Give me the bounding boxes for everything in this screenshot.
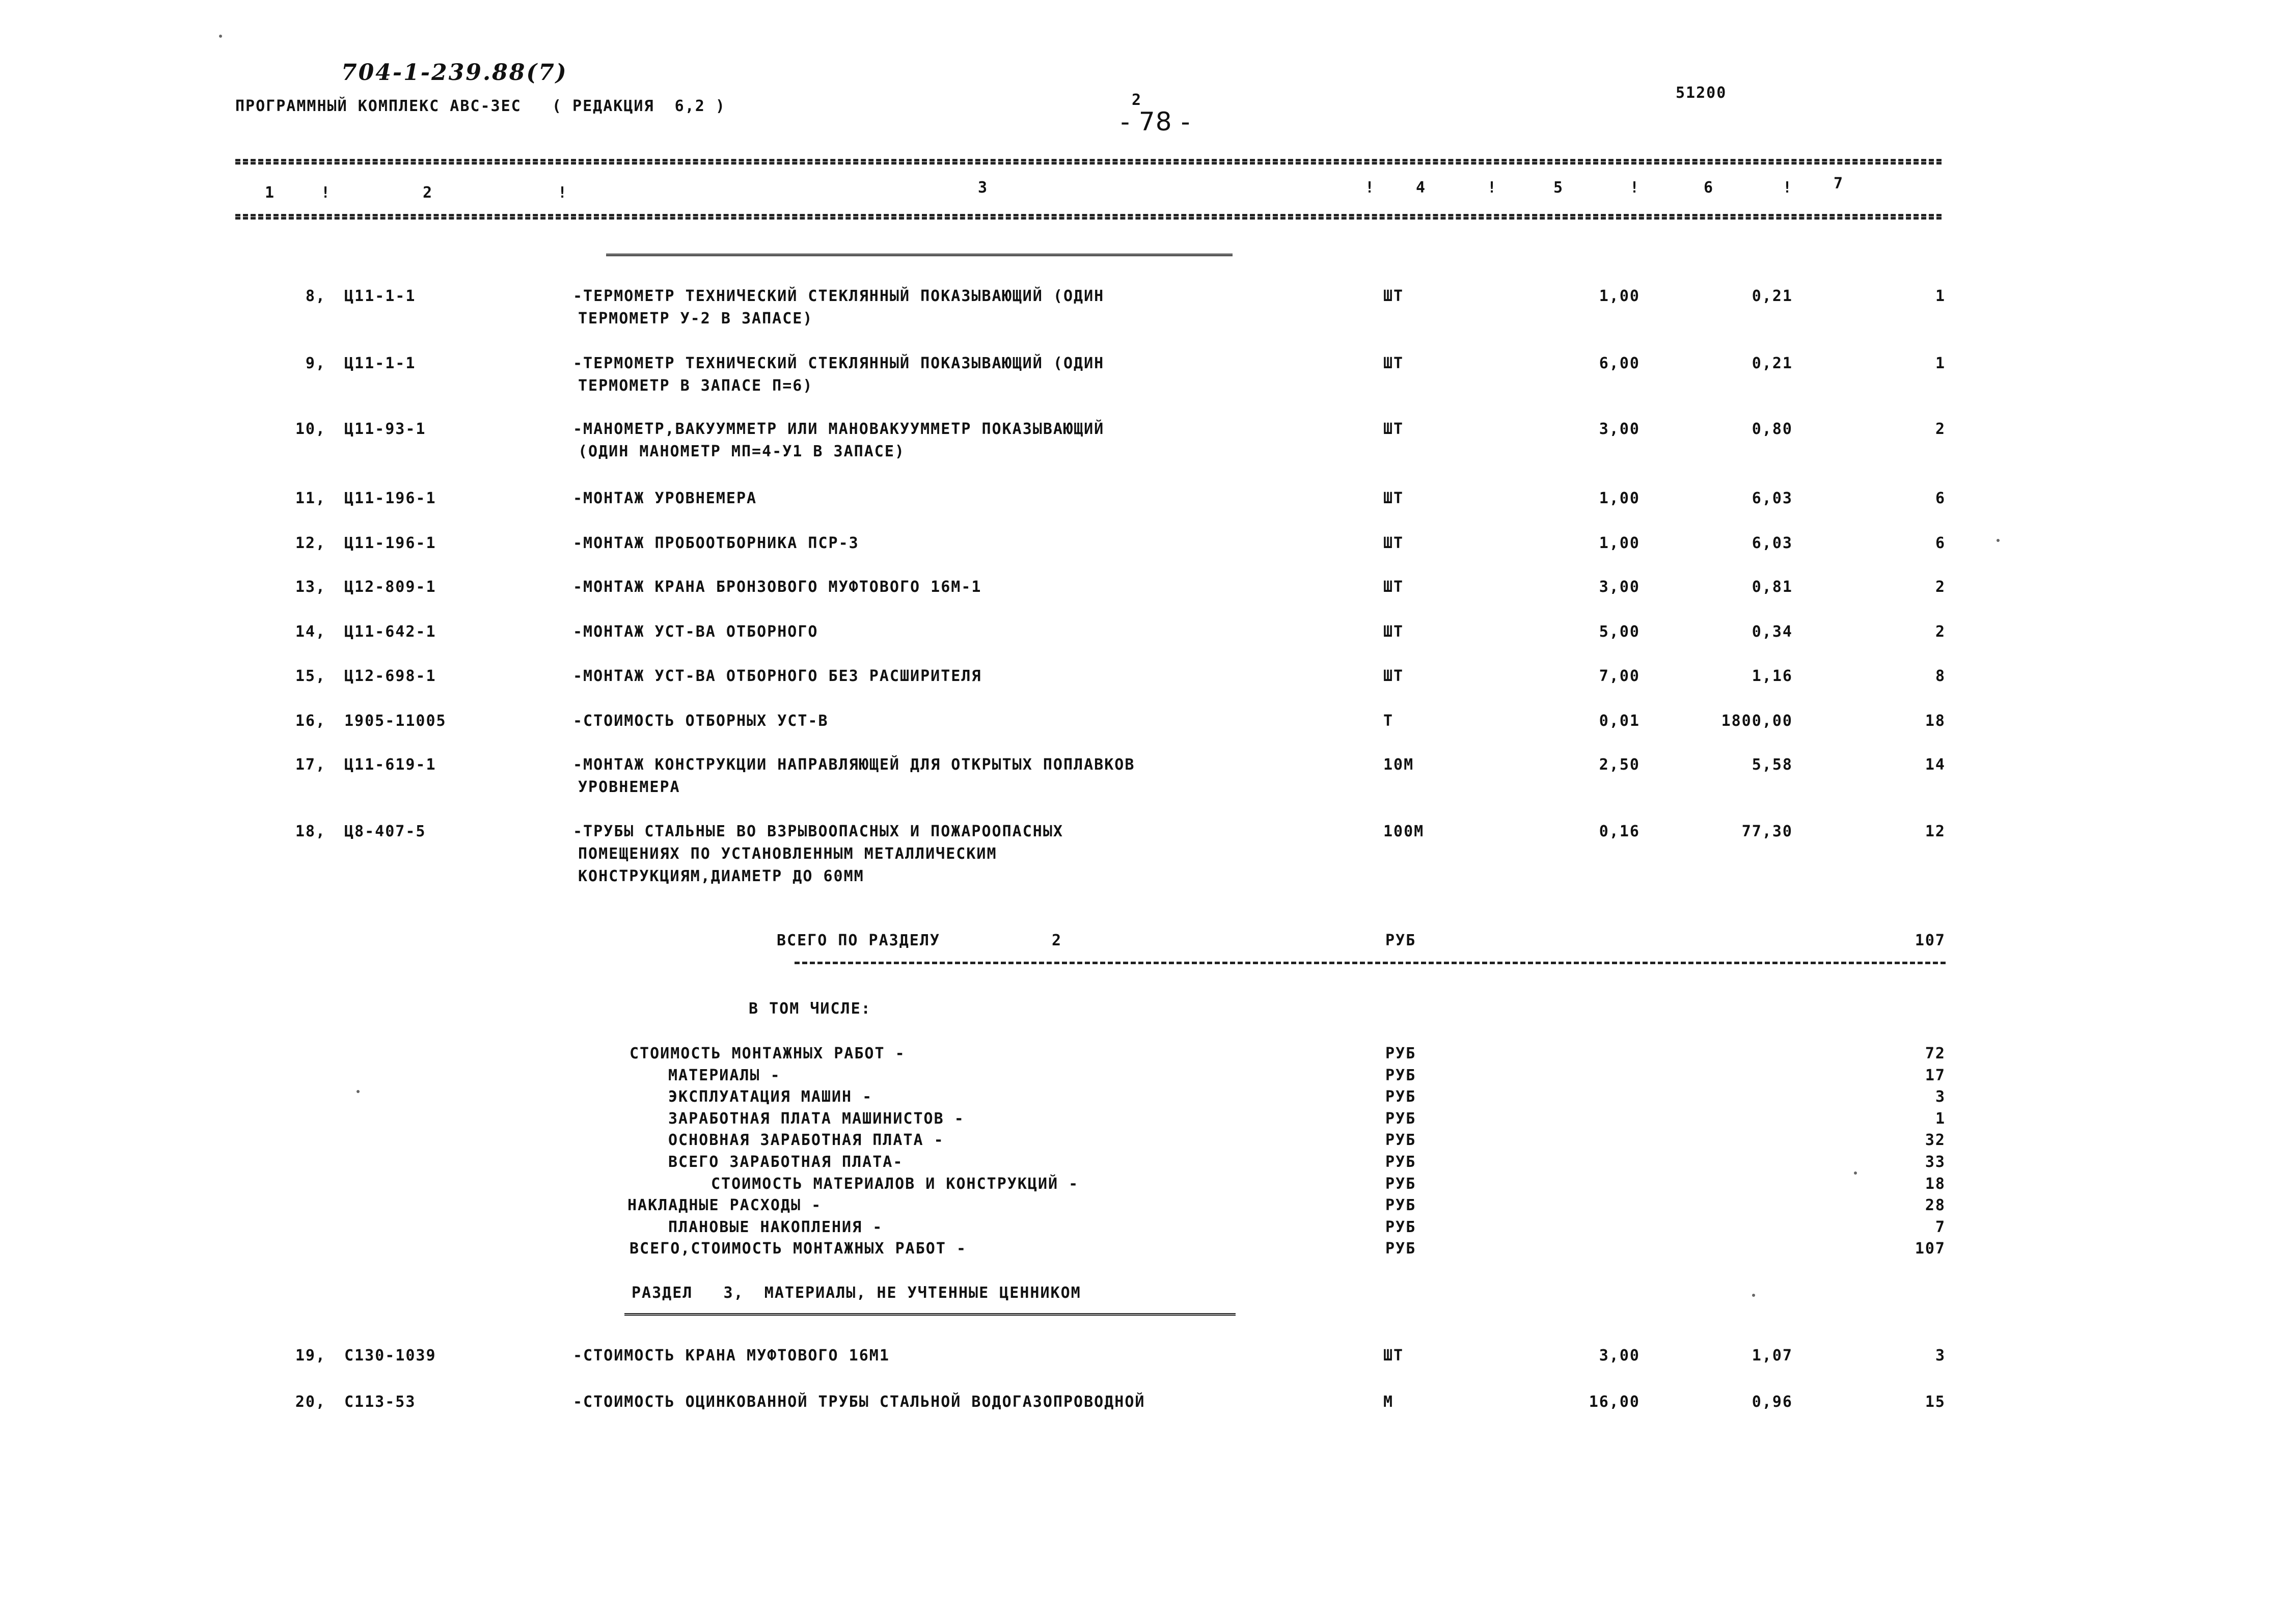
scan-speck [357, 1090, 360, 1093]
row-price: 1800,00 [1721, 712, 1793, 730]
row-description-line: -МОНТАЖ КРАНА БРОНЗОВОГО МУФТОВОГО 16М-1 [573, 578, 982, 596]
row-description-line: -СТОИМОСТЬ ОТБОРНЫХ УСТ-В [573, 712, 829, 730]
breakdown-value: 3 [1935, 1088, 1946, 1106]
scan-speck [1997, 539, 2000, 542]
row-code: 1905-11005 [344, 712, 447, 730]
col-header-2: 2 [423, 184, 433, 202]
row-quantity: 2,50 [1599, 756, 1640, 774]
row-description-line: -МОНТАЖ УРОВНЕМЕРА [573, 489, 757, 507]
row-total: 2 [1935, 623, 1946, 641]
breakdown-value: 7 [1935, 1218, 1946, 1236]
section-total-value: 107 [1915, 932, 1946, 949]
breakdown-unit: РУБ [1385, 1088, 1416, 1106]
row-total: 15 [1925, 1393, 1946, 1411]
row-description-line: УРОВНЕМЕРА [578, 778, 680, 796]
row-description-line: -СТОИМОСТЬ КРАНА МУФТОВОГО 16М1 [573, 1347, 890, 1365]
breakdown-label: ВСЕГО,СТОИМОСТЬ МОНТАЖНЫХ РАБОТ - [630, 1240, 967, 1258]
row-total: 2 [1935, 578, 1946, 596]
row-number: 16, [295, 712, 326, 730]
row-price: 1,07 [1752, 1347, 1793, 1365]
row-number: 15, [295, 667, 326, 685]
header-bottom-rule-2 [235, 217, 1942, 220]
col-divider: ! [1783, 179, 1793, 197]
row-unit: ШТ [1383, 1347, 1404, 1365]
breakdown-label: НАКЛАДНЫЕ РАСХОДЫ - [627, 1196, 822, 1215]
row-number: 8, [305, 287, 326, 305]
col-divider: ! [321, 184, 332, 202]
breakdown-label: СТОИМОСТЬ МОНТАЖНЫХ РАБОТ - [630, 1045, 906, 1062]
page-number: - 78 - [1120, 107, 1191, 137]
breakdown-value: 33 [1925, 1153, 1946, 1171]
col-divider: ! [1630, 179, 1641, 197]
row-total: 6 [1935, 534, 1946, 552]
row-unit: 10М [1383, 756, 1414, 774]
row-price: 6,03 [1752, 489, 1793, 507]
row-price: 77,30 [1741, 823, 1793, 840]
row-unit: ШТ [1383, 287, 1404, 305]
breakdown-label: ПЛАНОВЫЕ НАКОПЛЕНИЯ - [668, 1218, 883, 1236]
row-price: 0,96 [1752, 1393, 1793, 1411]
breakdown-label: МАТЕРИАЛЫ - [668, 1066, 781, 1084]
row-description-line: -МАНОМЕТР,ВАКУУММЕТР ИЛИ МАНОВАКУУММЕТР ПОКАЗЫВАЮЩИЙ [573, 420, 1105, 438]
row-code: Ц12-698-1 [344, 667, 436, 685]
row-description-line: -МОНТАЖ УСТ-ВА ОТБОРНОГО БЕЗ РАСШИРИТЕЛЯ [573, 667, 982, 685]
row-code: Ц11-642-1 [344, 623, 436, 641]
breakdown-value: 17 [1925, 1066, 1946, 1084]
scan-speck [1752, 1294, 1755, 1297]
row-number: 12, [295, 534, 326, 552]
row-quantity: 0,16 [1599, 823, 1640, 840]
row-description-line: -СТОИМОСТЬ ОЦИНКОВАННОЙ ТРУБЫ СТАЛЬНОЙ ВОДОГАЗОПРОВОДНОЙ [573, 1393, 1145, 1411]
row-unit: ШТ [1383, 623, 1404, 641]
row-number: 18, [295, 823, 326, 840]
breakdown-unit: РУБ [1385, 1218, 1416, 1236]
section3-underline [624, 1313, 1236, 1317]
row-number: 10, [295, 420, 326, 438]
row-total: 3 [1935, 1347, 1946, 1365]
col-header-7: 7 [1834, 175, 1844, 193]
section-separator [606, 254, 1233, 257]
row-code: Ц12-809-1 [344, 578, 436, 596]
row-unit: ШТ [1383, 578, 1404, 596]
row-quantity: 0,01 [1599, 712, 1640, 730]
row-total: 18 [1925, 712, 1946, 730]
row-price: 0,21 [1752, 287, 1793, 305]
row-description-line: ТЕРМОМЕТР В ЗАПАСЕ П=6) [578, 377, 813, 395]
row-number: 17, [295, 756, 326, 774]
row-number: 13, [295, 578, 326, 596]
row-unit: ШТ [1383, 489, 1404, 507]
row-price: 0,81 [1752, 578, 1793, 596]
row-code: Ц11-1-1 [344, 355, 416, 372]
row-unit: ШТ [1383, 355, 1404, 372]
row-code: Ц11-93-1 [344, 420, 426, 438]
breakdown-label: ВСЕГО ЗАРАБОТНАЯ ПЛАТА- [668, 1153, 904, 1171]
row-total: 8 [1935, 667, 1946, 685]
table-top-rule-2 [235, 162, 1942, 165]
row-quantity: 5,00 [1599, 623, 1640, 641]
row-quantity: 3,00 [1599, 420, 1640, 438]
row-description-line: -ТЕРМОМЕТР ТЕХНИЧЕСКИЙ СТЕКЛЯННЫЙ ПОКАЗЫВАЮЩИЙ (ОДИН [573, 287, 1105, 305]
breakdown-label: ОСНОВНАЯ ЗАРАБОТНАЯ ПЛАТА - [668, 1131, 944, 1150]
breakdown-value: 72 [1925, 1045, 1946, 1062]
breakdown-unit: РУБ [1385, 1045, 1416, 1062]
row-code: Ц11-196-1 [344, 489, 436, 507]
row-quantity: 3,00 [1599, 1347, 1640, 1365]
program-title: ПРОГРАММНЫЙ КОМПЛЕКС АВС-ЗЕС ( РЕДАКЦИЯ 6,2 ) [235, 97, 726, 115]
breakdown-unit: РУБ [1385, 1109, 1416, 1128]
row-description-line: ПОМЕЩЕНИЯХ ПО УСТАНОВЛЕННЫМ МЕТАЛЛИЧЕСКИМ [578, 845, 997, 863]
row-code: С130-1039 [344, 1347, 436, 1365]
breakdown-value: 1 [1935, 1109, 1946, 1128]
row-code: Ц8-407-5 [344, 823, 426, 840]
col-divider: ! [558, 184, 568, 202]
row-number: 14, [295, 623, 326, 641]
breakdown-unit: РУБ [1385, 1196, 1416, 1215]
row-unit: ШТ [1383, 534, 1404, 552]
col-header-6: 6 [1704, 179, 1714, 197]
row-unit: ШТ [1383, 667, 1404, 685]
breakdown-unit: РУБ [1385, 1240, 1416, 1258]
row-code: Ц11-196-1 [344, 534, 436, 552]
row-price: 6,03 [1752, 534, 1793, 552]
row-description-line: ТЕРМОМЕТР У-2 В ЗАПАСЕ) [578, 310, 813, 328]
row-quantity: 6,00 [1599, 355, 1640, 372]
breakdown-value: 107 [1915, 1240, 1946, 1258]
section-total-label: ВСЕГО ПО РАЗДЕЛУ [777, 932, 940, 949]
col-header-3: 3 [978, 179, 989, 197]
row-quantity: 16,00 [1589, 1393, 1640, 1411]
breakdown-unit: РУБ [1385, 1066, 1416, 1084]
row-price: 0,80 [1752, 420, 1793, 438]
row-price: 0,34 [1752, 623, 1793, 641]
col-header-4: 4 [1416, 179, 1427, 197]
row-unit: ШТ [1383, 420, 1404, 438]
table-top-rule [235, 159, 1942, 161]
row-quantity: 1,00 [1599, 489, 1640, 507]
breakdown-unit: РУБ [1385, 1175, 1416, 1193]
breakdown-value: 28 [1925, 1196, 1946, 1215]
row-number: 11, [295, 489, 326, 507]
row-code: Ц11-1-1 [344, 287, 416, 305]
row-description-line: КОНСТРУКЦИЯМ,ДИАМЕТР ДО 60ММ [578, 867, 864, 885]
row-price: 0,21 [1752, 355, 1793, 372]
total-underline [795, 962, 1946, 964]
scan-speck [219, 35, 222, 38]
breakdown-label: ЗАРАБОТНАЯ ПЛАТА МАШИНИСТОВ - [668, 1109, 965, 1128]
row-unit: Т [1383, 712, 1394, 730]
row-code: Ц11-619-1 [344, 756, 436, 774]
row-description-line: -ТРУБЫ СТАЛЬНЫЕ ВО ВЗРЫВООПАСНЫХ И ПОЖАРООПАСНЫХ [573, 823, 1063, 840]
row-quantity: 7,00 [1599, 667, 1640, 685]
row-number: 9, [305, 355, 326, 372]
scan-speck [1854, 1171, 1857, 1175]
col-divider: ! [1487, 179, 1498, 197]
row-description-line: -МОНТАЖ ПРОБООТБОРНИКА ПСР-3 [573, 534, 859, 552]
row-quantity: 3,00 [1599, 578, 1640, 596]
row-unit: 100М [1383, 823, 1425, 840]
document-id: 51200 [1676, 84, 1727, 102]
row-total: 2 [1935, 420, 1946, 438]
row-unit: М [1383, 1393, 1394, 1411]
breakdown-value: 32 [1925, 1131, 1946, 1150]
row-total: 12 [1925, 823, 1946, 840]
col-header-5: 5 [1553, 179, 1564, 197]
row-description-line: -ТЕРМОМЕТР ТЕХНИЧЕСКИЙ СТЕКЛЯННЫЙ ПОКАЗЫВАЮЩИЙ (ОДИН [573, 355, 1105, 372]
col-divider: ! [1365, 179, 1376, 197]
doc-code-handwritten: 704-1-239.88(7) [341, 60, 568, 86]
section-number: 2 [1132, 91, 1142, 109]
row-code: С113-53 [344, 1393, 416, 1411]
header-bottom-rule [235, 214, 1942, 216]
row-total: 1 [1935, 355, 1946, 372]
row-price: 1,16 [1752, 667, 1793, 685]
breakdown-unit: РУБ [1385, 1131, 1416, 1150]
section-total-unit: РУБ [1385, 932, 1416, 949]
row-quantity: 1,00 [1599, 287, 1640, 305]
row-total: 1 [1935, 287, 1946, 305]
breakdown-label: ЭКСПЛУАТАЦИЯ МАШИН - [668, 1088, 873, 1106]
row-description-line: (ОДИН МАНОМЕТР МП=4-У1 В ЗАПАСЕ) [578, 443, 905, 460]
breakdown-value: 18 [1925, 1175, 1946, 1193]
breakdown-label: СТОИМОСТЬ МАТЕРИАЛОВ И КОНСТРУКЦИЙ - [711, 1175, 1079, 1193]
section3-title: РАЗДЕЛ 3, МАТЕРИАЛЫ, НЕ УЧТЕННЫЕ ЦЕННИКОМ [632, 1284, 1081, 1302]
row-total: 14 [1925, 756, 1946, 774]
row-number: 19, [295, 1347, 326, 1365]
including-label: В ТОМ ЧИСЛЕ: [749, 1000, 871, 1018]
row-description-line: -МОНТАЖ УСТ-ВА ОТБОРНОГО [573, 623, 818, 641]
row-quantity: 1,00 [1599, 534, 1640, 552]
breakdown-unit: РУБ [1385, 1153, 1416, 1171]
row-price: 5,58 [1752, 756, 1793, 774]
row-number: 20, [295, 1393, 326, 1411]
section-total-number: 2 [1052, 932, 1062, 949]
row-total: 6 [1935, 489, 1946, 507]
col-header-1: 1 [265, 184, 276, 202]
row-description-line: -МОНТАЖ КОНСТРУКЦИИ НАПРАВЛЯЮЩЕЙ ДЛЯ ОТКРЫТЫХ ПОПЛАВКОВ [573, 756, 1135, 774]
